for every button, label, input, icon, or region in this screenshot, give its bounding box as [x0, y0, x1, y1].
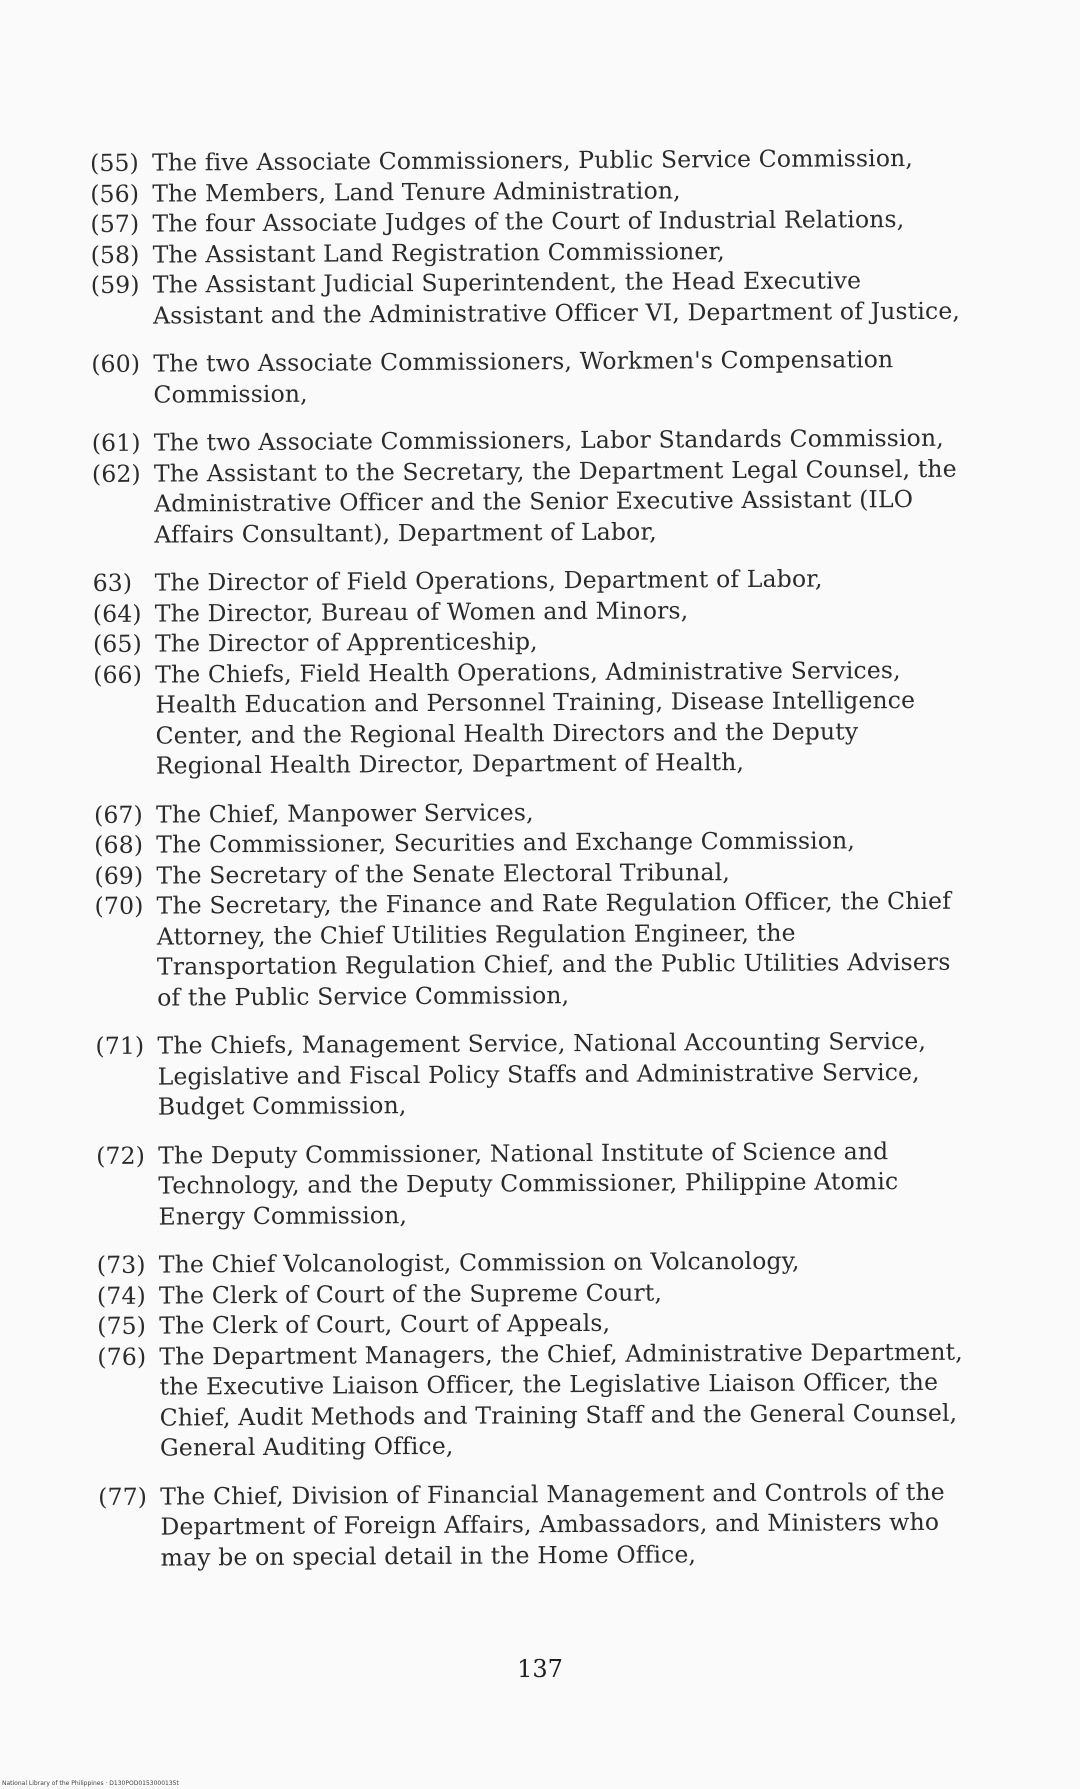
entry-text: The Deputy Commissioner, National Institute of Science and Technology, and the Deputy Commissioner, Philippine Atomic Energy Commission, — [158, 1136, 899, 1231]
entry-number: (74) — [96, 1281, 146, 1310]
entry-number: (72) — [96, 1141, 146, 1170]
entry-number: (57) — [90, 209, 140, 238]
list-item — [95, 1026, 966, 1123]
entry-text: The Chiefs, Management Service, National Accounting Service, Legislative and Fiscal Policy Staffs and Administrative Service, Budget Commission, — [157, 1026, 927, 1121]
entry-text: The Chief, Manpower Services, — [155, 797, 534, 829]
entry-number: (56) — [90, 179, 140, 208]
list-item — [96, 1135, 967, 1232]
entry-number: (70) — [94, 891, 144, 920]
entry-number: (75) — [97, 1311, 147, 1340]
list-item — [95, 886, 966, 1013]
entry-text: The Clerk of Court of the Supreme Court, — [158, 1278, 663, 1310]
list-item — [92, 453, 963, 550]
entry-number: (64) — [92, 599, 142, 628]
entry-text: The Chief Volcanologist, Commission on Volcanology, — [158, 1246, 800, 1279]
entry-text: The Director of Apprenticeship, — [154, 627, 538, 658]
entry-number: (62) — [91, 459, 141, 488]
entry-number: (68) — [94, 830, 144, 859]
entry-text: The Clerk of Court, Court of Appeals, — [159, 1308, 611, 1340]
entry-number: (55) — [90, 148, 140, 177]
list-item — [91, 265, 961, 331]
entry-number: (60) — [91, 349, 141, 378]
footer-credit: National Library of the Philippines · D130POD0153000135t — [2, 1780, 179, 1787]
entry-number: (59) — [90, 270, 140, 299]
entry-text: The Members, Land Tenure Administration, — [152, 175, 681, 208]
entry-text: The Secretary, the Finance and Rate Regulation Officer, the Chief Attorney, the Chief Utilities Regulation Engineer, the Transportation Regulation Chief, and the Public Utilities Advisers of the Public Service Commission, — [156, 886, 952, 1012]
entry-text: The two Associate Commissioners, Labor Standards Commission, — [153, 423, 944, 457]
entry-number: (67) — [93, 800, 143, 829]
list-item — [98, 1476, 969, 1573]
entry-number: (71) — [95, 1031, 145, 1060]
entry-text: The Director, Bureau of Women and Minors, — [154, 595, 689, 628]
list-item — [91, 344, 961, 410]
list-item — [93, 654, 964, 781]
entry-number: (76) — [97, 1342, 147, 1371]
page-number: 137 — [517, 1655, 563, 1683]
entry-text: The four Associate Judges of the Court of Industrial Relations, — [152, 205, 905, 238]
entry-text: The Secretary of the Senate Electoral Tribunal, — [156, 857, 731, 890]
entry-text: The Department Managers, the Chief, Administrative Department, the Executive Liaison Officer, the Legislative Liaison Officer, the Chief, Audit Methods and Training Staff and the General Counsel, General Auditing Office, — [159, 1337, 963, 1462]
entry-number: (66) — [93, 660, 143, 689]
entry-number: (58) — [90, 240, 140, 269]
entry-text: The Assistant Land Registration Commissioner, — [152, 236, 725, 269]
entry-text: The Assistant Judicial Superintendent, the Head Executive Assistant and the Administrative Officer VI, Department of Justice, — [152, 266, 961, 330]
entry-text: The Chief, Division of Financial Management and Controls of the Department of Foreign Affairs, Ambassadors, and Ministers who may be on special detail in the Home Office, — [160, 1477, 945, 1572]
entry-number: (73) — [96, 1250, 146, 1279]
entry-text: The five Associate Commissioners, Public Service Commission, — [152, 143, 914, 177]
entry-number: (61) — [91, 428, 141, 457]
list-item — [97, 1336, 968, 1463]
entry-list — [90, 143, 969, 1573]
entry-number: (77) — [98, 1482, 148, 1511]
entry-number: (65) — [92, 629, 142, 658]
entry-number: (69) — [94, 861, 144, 890]
entry-number: 63) — [92, 568, 133, 597]
entry-text: The Chiefs, Field Health Operations, Administrative Services, Health Education and Personnel Training, Disease Intelligence Center, and the Regional Health Directors and the Deputy Regional Health Director, Department of Health, — [155, 655, 916, 780]
entry-text: The two Associate Commissioners, Workmen's Compensation Commission, — [153, 345, 894, 409]
entry-text: The Assistant to the Secretary, the Department Legal Counsel, the Administrative Officer and the Senior Executive Assistant (ILO Affairs Consultant), Department of Labor, — [153, 454, 957, 549]
entry-text: The Commissioner, Securities and Exchange Commission, — [156, 826, 856, 859]
entry-text: The Director of Field Operations, Department of Labor, — [154, 564, 823, 597]
